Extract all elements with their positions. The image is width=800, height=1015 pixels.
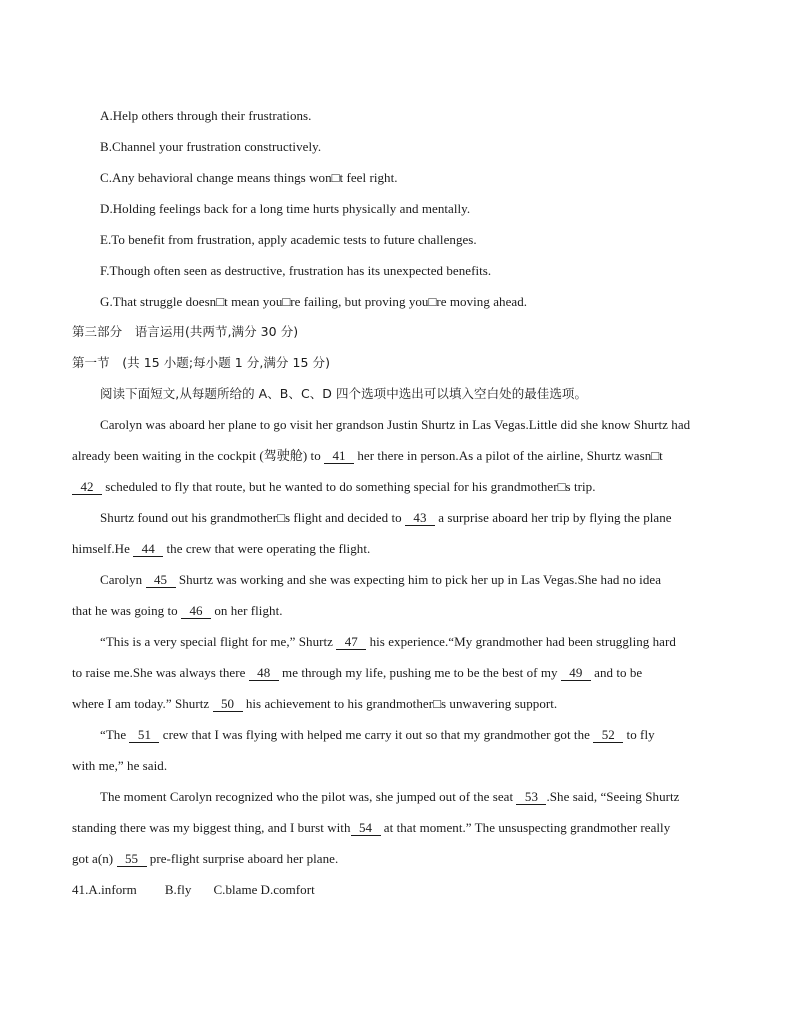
option-b: B.Channel your frustration constructively. (100, 139, 322, 154)
blank-41: 41 (324, 449, 354, 464)
passage-p4-line1 (100, 634, 676, 650)
text-run: to fly (623, 727, 655, 742)
question-41-option-a: A.inform (88, 882, 137, 897)
blank-44: 44 (133, 542, 163, 557)
blank-54: 54 (351, 821, 381, 836)
option-g: G.That struggle doesn□t mean you□re failing, but proving you□re moving ahead. (100, 294, 528, 309)
passage-p4-line3 (72, 696, 557, 712)
option-a: A.Help others through their frustrations. (100, 108, 312, 123)
text-run: and to be (590, 665, 643, 680)
question-41-option-c: C.blame (213, 882, 258, 897)
blank-52: 52 (593, 728, 623, 743)
text-run: his achievement to his grandmother□s unwavering support. (242, 696, 558, 711)
section-part3-header: 第三部分 语言运用(共两节,满分 30 分) (72, 324, 299, 339)
blank-53: 53 (516, 790, 546, 805)
blank-46: 46 (181, 604, 211, 619)
question-41-option-b: B.fly (164, 882, 192, 897)
text-run: pre-flight surprise aboard her plane. (146, 851, 339, 866)
passage-p3-line2 (72, 603, 283, 619)
text-run: the crew that were operating the flight. (163, 541, 371, 556)
blank-43: 43 (405, 511, 435, 526)
blank-42: 42 (72, 480, 102, 495)
text-run: standing there was my biggest thing, and I burst with (72, 820, 351, 835)
blank-51: 51 (129, 728, 159, 743)
text-run: scheduled to fly that route, but he wanted to do something special for his grandmother□s trip. (102, 479, 596, 494)
text-run: crew that I was flying with helped me carry it out so that my grandmother got the (159, 727, 594, 742)
instruction: 阅读下面短文,从每题所给的 A、B、C、D 四个选项中选出可以填入空白处的最佳选项。 (100, 386, 588, 401)
passage-p2-line2 (72, 541, 370, 557)
text-run: that he was going to (72, 603, 182, 618)
text-run: her there in person.As a pilot of the airline, Shurtz wasn□t (354, 448, 663, 463)
passage-p1-line1: Carolyn was aboard her plane to go visit her grandson Justin Shurtz in Las Vegas.Little did she know Shurtz had (100, 417, 691, 432)
passage-p2-line1 (100, 510, 672, 526)
passage-p3-line1 (100, 572, 661, 588)
text-run: where I am today.” Shurtz (72, 696, 213, 711)
text-run: at that moment.” The unsuspecting grandmother really (380, 820, 671, 835)
blank-48: 48 (249, 666, 279, 681)
passage-p5-line2: with me,” he said. (72, 758, 168, 773)
text-run: me through my life, pushing me to be the best of my (278, 665, 561, 680)
blank-49: 49 (561, 666, 591, 681)
text-run: Shurtz found out his grandmother□s flight and decided to (100, 510, 405, 525)
blank-45: 45 (146, 573, 176, 588)
text-run: The moment Carolyn recognized who the pilot was, she jumped out of the seat (100, 789, 517, 804)
text-run: to raise me.She was always there (72, 665, 249, 680)
blank-50: 50 (213, 697, 243, 712)
passage-p6-line1 (100, 789, 680, 805)
text-run: “This is a very special flight for me,” Shurtz (100, 634, 337, 649)
text-run: already been waiting in the cockpit (驾驶舱) to (72, 448, 325, 463)
option-e: E.To benefit from frustration, apply academic tests to future challenges. (100, 232, 477, 247)
text-run: “The (100, 727, 130, 742)
passage-p5-line1 (100, 727, 655, 743)
question-number: 41. (72, 882, 89, 897)
text-run: .She said, “Seeing Shurtz (546, 789, 680, 804)
text-run: Carolyn (100, 572, 146, 587)
option-d: D.Holding feelings back for a long time hurts physically and mentally. (100, 201, 471, 216)
text-run: a surprise aboard her trip by flying the plane (434, 510, 672, 525)
passage-p1-line3 (72, 479, 596, 495)
text-run: his experience.“My grandmother had been struggling hard (366, 634, 676, 649)
blank-55: 55 (117, 852, 147, 867)
passage-p6-line3 (72, 851, 338, 867)
option-f: F.Though often seen as destructive, frustration has its unexpected benefits. (100, 263, 492, 278)
passage-p4-line2 (72, 665, 642, 681)
question-41 (72, 882, 315, 898)
passage-p1-line2 (72, 448, 663, 464)
section-1-header: 第一节 (共 15 小题;每小题 1 分,满分 15 分) (72, 355, 330, 370)
text-run: Shurtz was working and she was expecting him to pick her up in Las Vegas.She had no idea (175, 572, 662, 587)
question-41-option-d: D.comfort (260, 882, 315, 897)
passage-p6-line2 (72, 820, 670, 836)
text-run: himself.He (72, 541, 134, 556)
option-c: C.Any behavioral change means things won□t feel right. (100, 170, 398, 185)
blank-47: 47 (336, 635, 366, 650)
text-run: on her flight. (211, 603, 283, 618)
text-run: got a(n) (72, 851, 117, 866)
